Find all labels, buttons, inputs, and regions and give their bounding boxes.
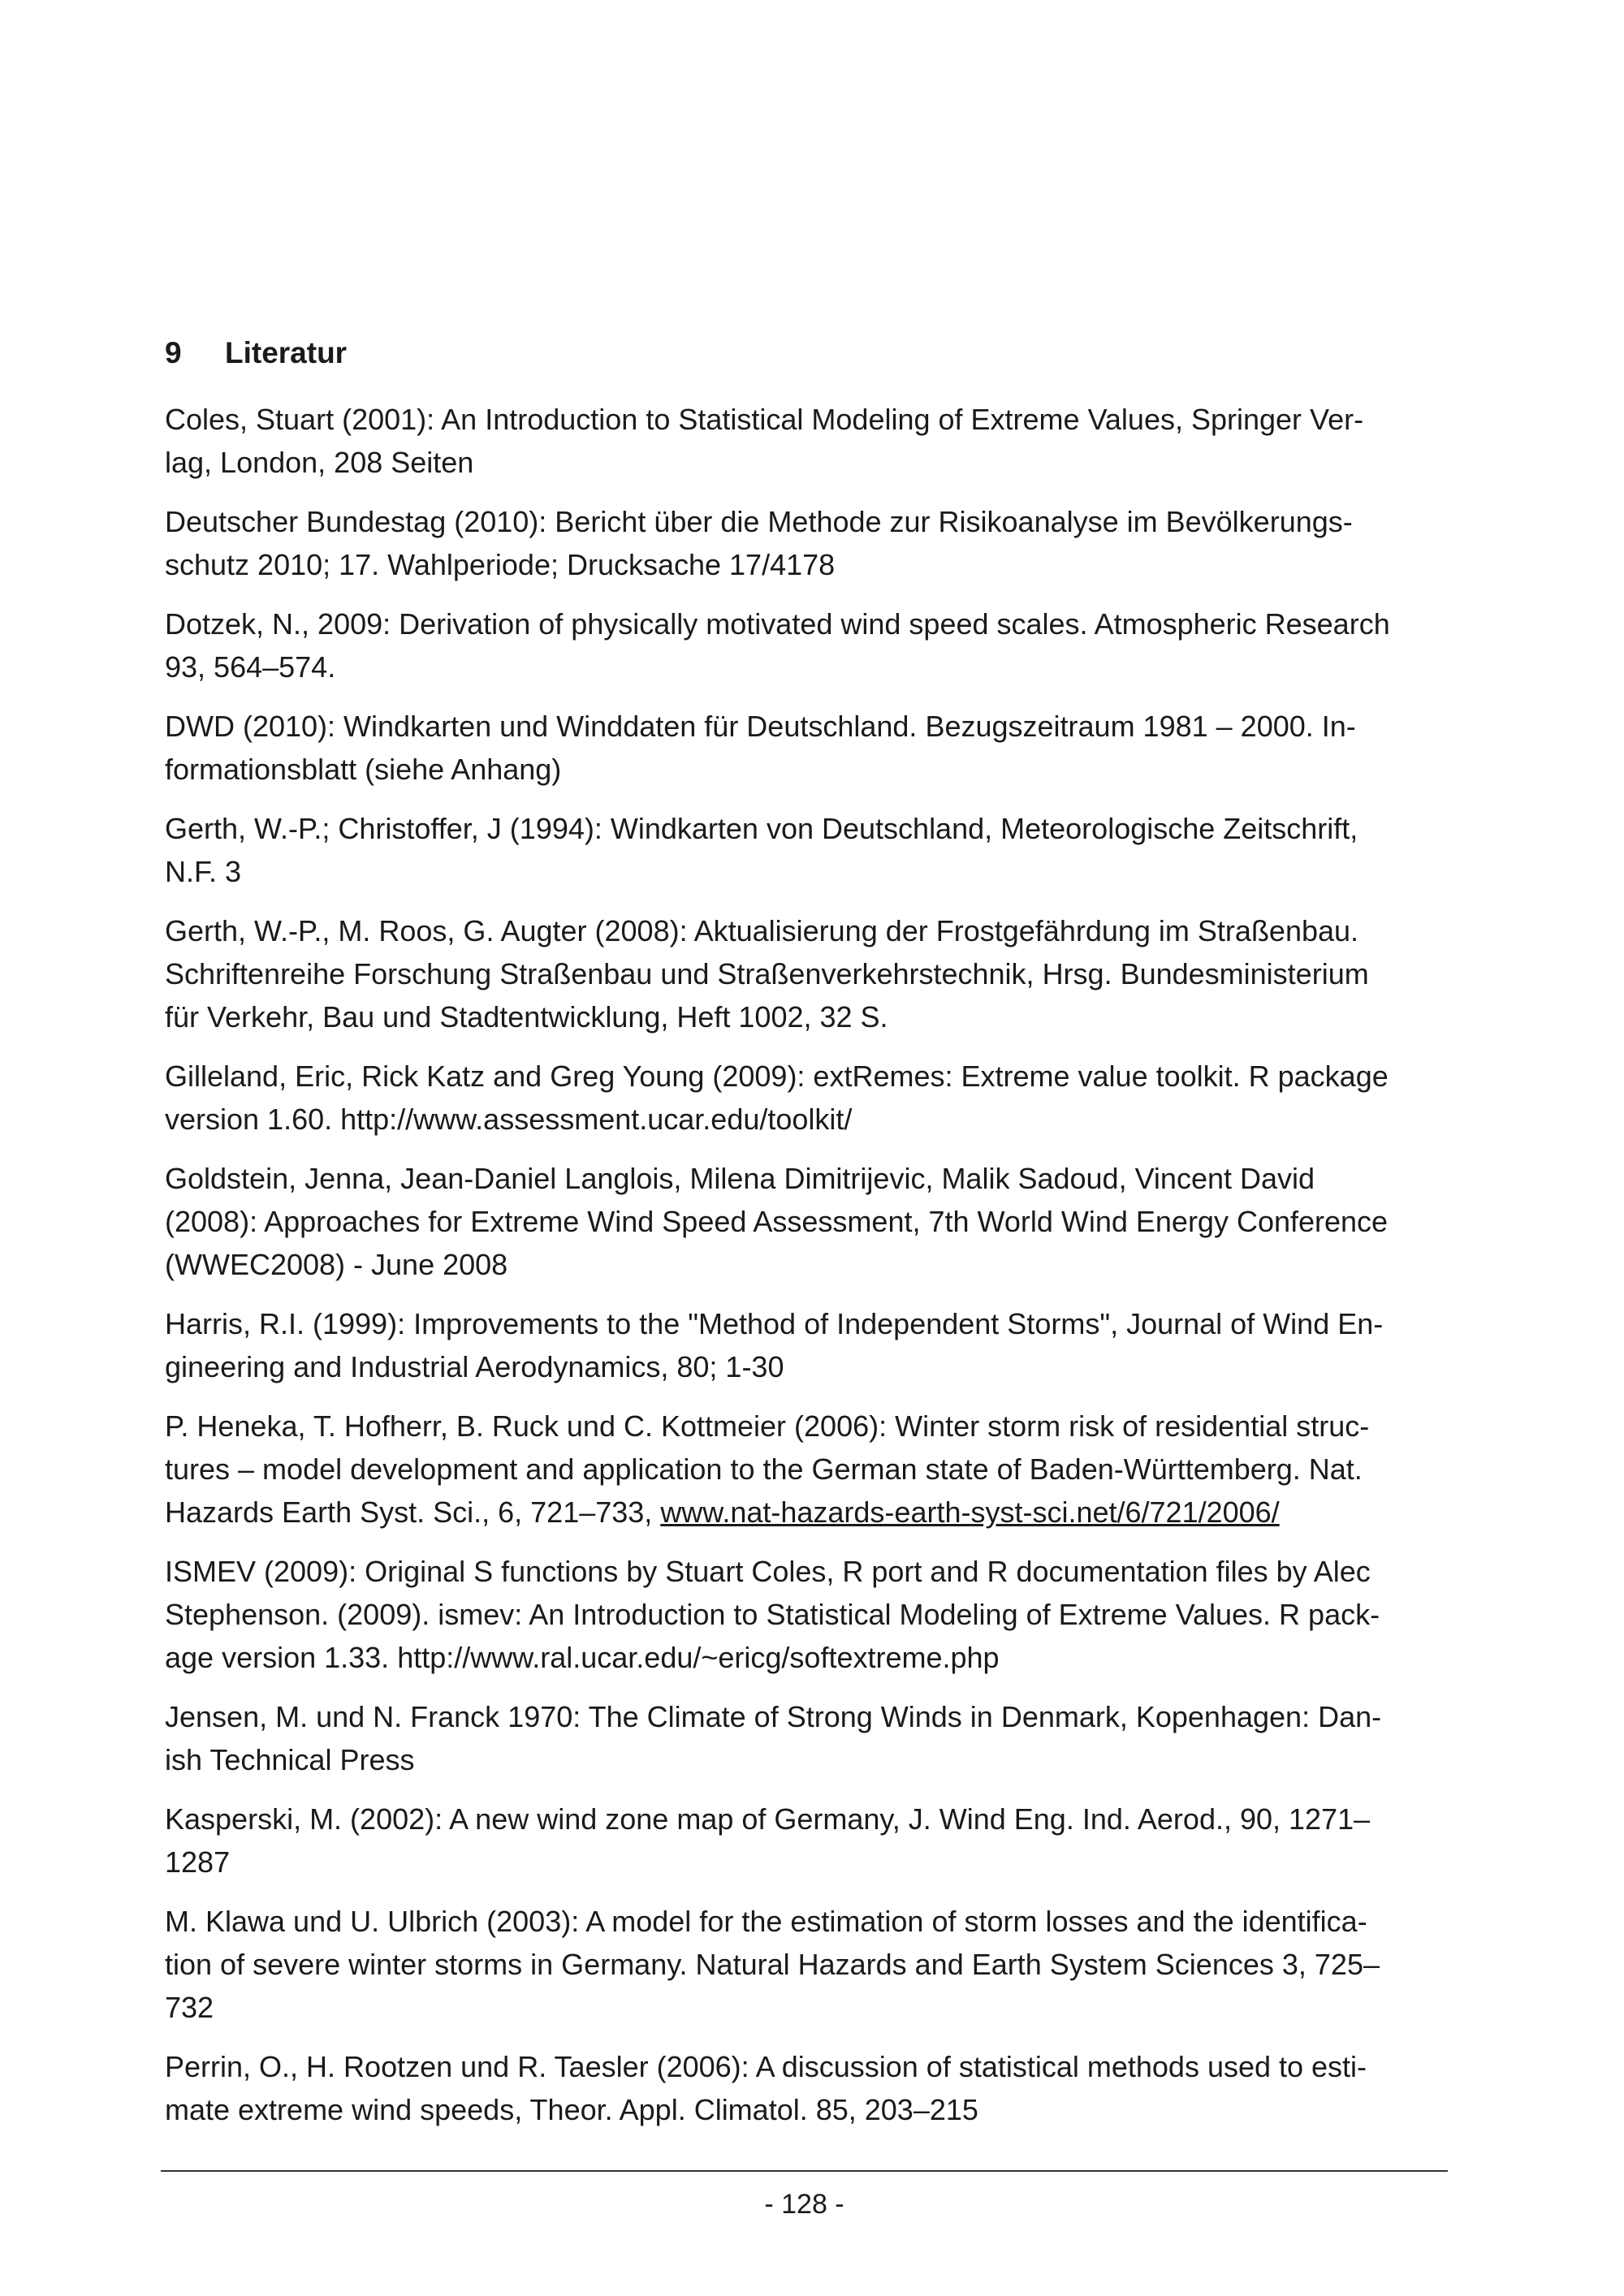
reference-entry: [165, 1798, 1445, 1884]
reference-line: Coles, Stuart (2001): An Introduction to Statistical Modeling of Extreme Values, Springer Ver-: [165, 403, 1364, 436]
reference-line: Dotzek, N., 2009: Derivation of physically motivated wind speed scales. Atmospheric Research: [165, 607, 1390, 641]
page-number: - 128 -: [764, 2189, 844, 2220]
section-title: Literatur: [225, 336, 348, 369]
reference-line: tion of severe winter storms in Germany. Natural Hazards and Earth System Sciences 3, 725–: [165, 1948, 1380, 1981]
reference-entry: [165, 398, 1445, 484]
reference-entry: [165, 500, 1445, 586]
reference-line: 93, 564–574.: [165, 650, 336, 684]
reference-line: Gerth, W.-P., M. Roos, G. Augter (2008): Aktualisierung der Frostgefährdung im Straßenbau.: [165, 914, 1359, 947]
reference-line: Kasperski, M. (2002): A new wind zone map of Germany, J. Wind Eng. Ind. Aerod., 90, 1271–: [165, 1802, 1371, 1836]
reference-line: lag, London, 208 Seiten: [165, 446, 474, 479]
reference-line: Harris, R.I. (1999): Improvements to the "Method of Independent Storms", Journal of Wind En-: [165, 1307, 1384, 1340]
reference-line: mate extreme wind speeds, Theor. Appl. Climatol. 85, 203–215: [165, 2093, 978, 2126]
reference-entry: [165, 1157, 1445, 1286]
reference-line: schutz 2010; 17. Wahlperiode; Drucksache 17/4178: [165, 548, 836, 581]
reference-line: Perrin, O., H. Rootzen und R. Taesler (2006): A discussion of statistical methods used to esti-: [165, 2050, 1367, 2083]
reference-line: formationsblatt (siehe Anhang): [165, 753, 562, 786]
reference-line: Schriftenreihe Forschung Straßenbau und Straßenverkehrstechnik, Hrsg. Bundesministerium: [165, 957, 1369, 990]
reference-line: Deutscher Bundestag (2010): Bericht über die Methode zur Risikoanalyse im Bevölkerungs-: [165, 505, 1353, 538]
reference-line: (WWEC2008) - June 2008: [165, 1248, 508, 1281]
reference-line: M. Klawa und U. Ulbrich (2003): A model for the estimation of storm losses and the identifica-: [165, 1905, 1367, 1938]
reference-line: age version 1.33. http://www.ral.ucar.edu/~ericg/softextreme.php: [165, 1641, 1000, 1674]
reference-entry: [165, 1055, 1445, 1141]
reference-entry: [165, 1405, 1445, 1534]
reference-line: Gilleland, Eric, Rick Katz and Greg Young (2009): extRemes: Extreme value toolkit. R package: [165, 1060, 1389, 1093]
footer-divider: [161, 2170, 1448, 2172]
reference-line: gineering and Industrial Aerodynamics, 80; 1-30: [165, 1350, 784, 1383]
reference-link[interactable]: www.nat-hazards-earth-syst-sci.net/6/721/2006/: [660, 1495, 1280, 1529]
reference-line: Gerth, W.-P.; Christoffer, J (1994): Windkarten von Deutschland, Meteorologische Zeitschrift,: [165, 812, 1358, 845]
reference-line: N.F. 3: [165, 855, 242, 888]
reference-line: Goldstein, Jenna, Jean-Daniel Langlois, Milena Dimitrijevic, Malik Sadoud, Vincent David: [165, 1162, 1315, 1195]
reference-entry: [165, 1900, 1445, 2029]
reference-line: für Verkehr, Bau und Stadtentwicklung, Heft 1002, 32 S.: [165, 1000, 888, 1034]
reference-line: P. Heneka, T. Hofherr, B. Ruck und C. Kottmeier (2006): Winter storm risk of residential struc-: [165, 1409, 1370, 1443]
reference-line: 732: [165, 1991, 214, 2024]
reference-line: (2008): Approaches for Extreme Wind Speed Assessment, 7th World Wind Energy Conference: [165, 1205, 1389, 1238]
reference-entry: [165, 705, 1445, 791]
section-heading: [165, 331, 347, 375]
reference-entry: [165, 2045, 1445, 2131]
reference-entry: [165, 1695, 1445, 1781]
reference-line: tures – model development and application to the German state of Baden-Württemberg. Nat.: [165, 1452, 1363, 1486]
reference-entry: [165, 602, 1445, 688]
section-number: 9: [165, 336, 182, 369]
reference-line: Stephenson. (2009). ismev: An Introduction to Statistical Modeling of Extreme Values. R pack-: [165, 1598, 1380, 1631]
reference-line: ISMEV (2009): Original S functions by Stuart Coles, R port and R documentation files by Alec: [165, 1555, 1371, 1588]
reference-line: Hazards Earth Syst. Sci., 6, 721–733,: [165, 1495, 661, 1529]
reference-line: ish Technical Press: [165, 1743, 415, 1776]
reference-line: DWD (2010): Windkarten und Winddaten für Deutschland. Bezugszeitraum 1981 – 2000. In-: [165, 710, 1356, 743]
reference-line: Jensen, M. und N. Franck 1970: The Climate of Strong Winds in Denmark, Kopenhagen: Dan-: [165, 1700, 1382, 1733]
reference-entry: [165, 1302, 1445, 1388]
reference-entry: [165, 1550, 1445, 1679]
reference-entry: [165, 807, 1445, 893]
reference-line: version 1.60. http://www.assessment.ucar.edu/toolkit/: [165, 1103, 853, 1136]
reference-entry: [165, 909, 1445, 1038]
reference-list: [165, 398, 1445, 2147]
reference-line: 1287: [165, 1845, 231, 1879]
